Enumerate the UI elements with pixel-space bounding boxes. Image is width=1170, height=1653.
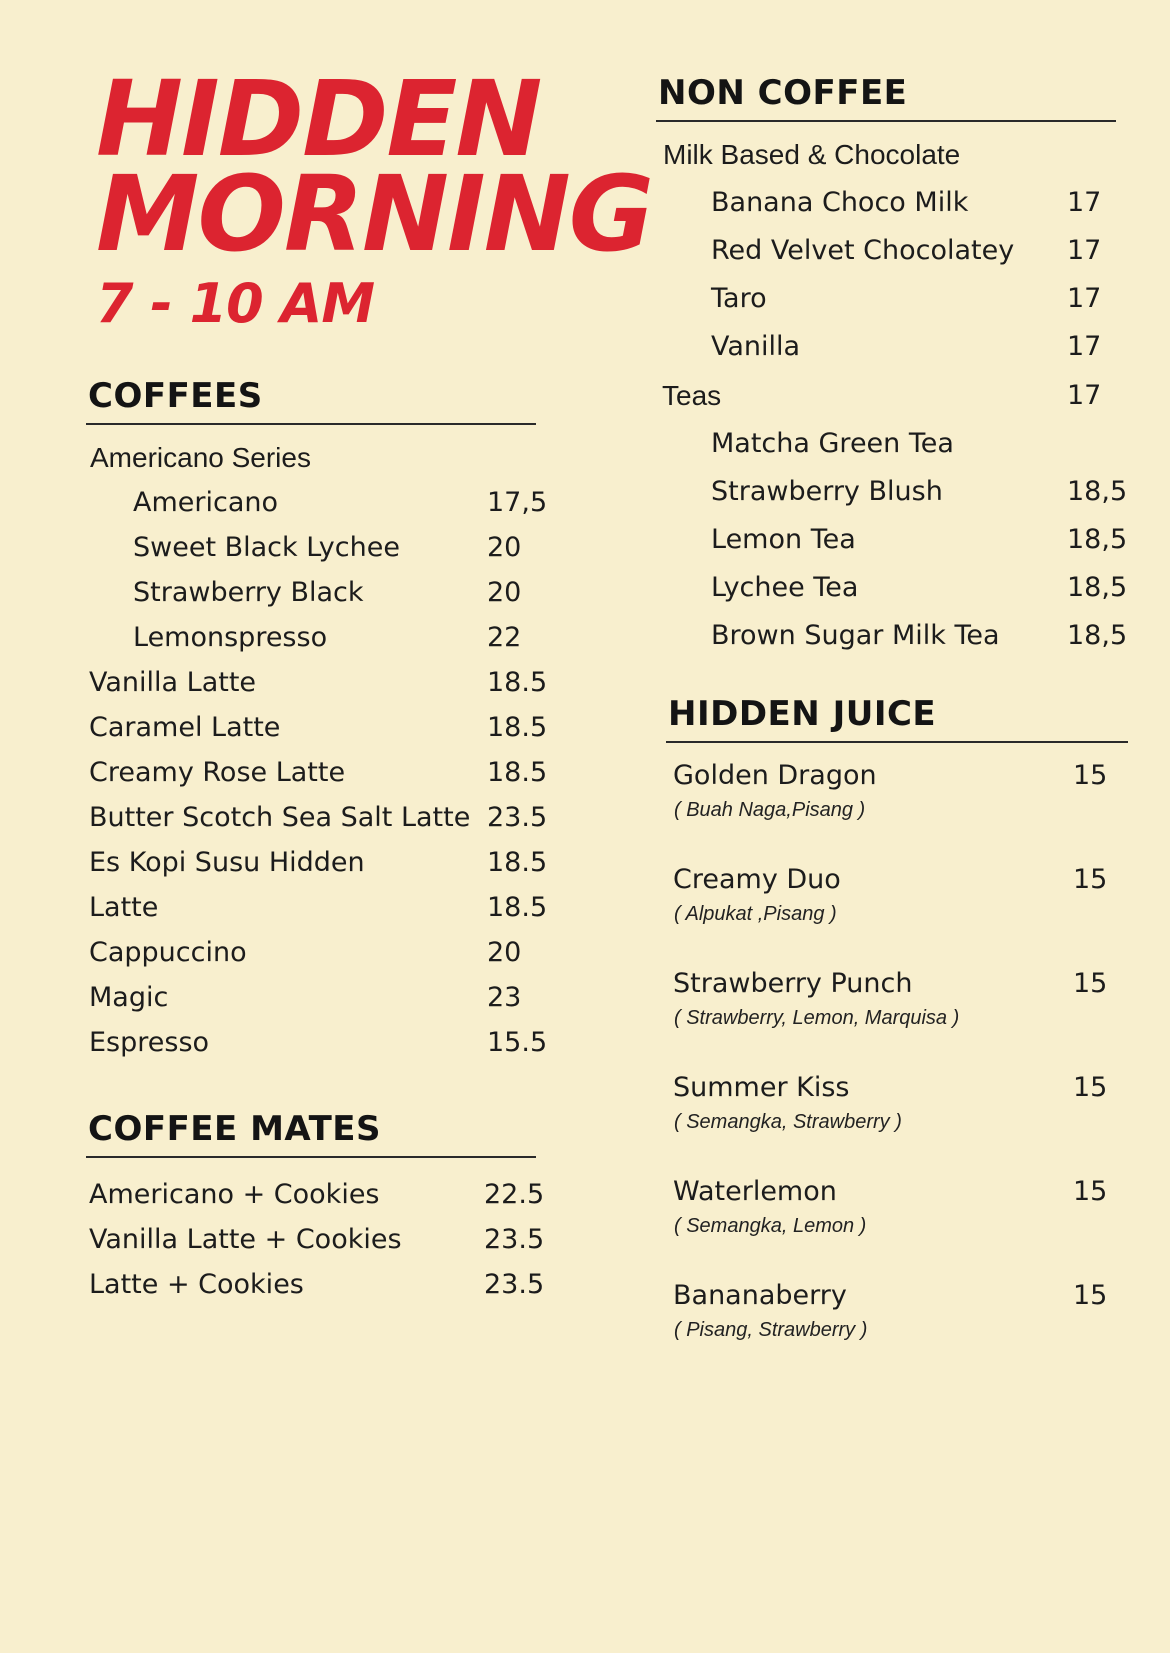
list-item: Vanilla [711,331,801,362]
list-item: Strawberry Blush [711,476,943,507]
americano-series-label: Americano Series [90,442,311,473]
item-price: 17 [1067,235,1102,266]
list-item: Caramel Latte [89,712,281,743]
item-ingredients: ( Buah Naga,Pisang ) [674,799,866,821]
milk-based-label: Milk Based & Chocolate [663,139,961,170]
item-price: 18.5 [487,892,548,923]
list-item: Brown Sugar Milk Tea [711,620,1000,651]
item-price: 15 [1073,1072,1108,1103]
item-price: 22 [487,622,522,653]
item-price: 15 [1073,1280,1108,1311]
hidden-juice-heading: HIDDEN JUICE [668,694,937,734]
menu-title [96,58,653,275]
item-price: 18,5 [1067,476,1128,507]
item-price: 20 [487,532,522,563]
title-line-2: MORNING [96,152,653,275]
non-coffee-divider [656,120,1116,122]
item-price: 23 [487,982,522,1013]
list-item: Creamy Duo [673,864,841,895]
title-line-1: HIDDEN [96,58,541,180]
list-item: Latte + Cookies [89,1269,304,1300]
item-ingredients: ( Pisang, Strawberry ) [674,1319,868,1341]
item-price: 18,5 [1067,524,1128,555]
item-price: 20 [487,937,522,968]
item-price: 15.5 [487,1027,548,1058]
item-price: 18.5 [487,667,548,698]
item-price: 20 [487,577,522,608]
list-item: Es Kopi Susu Hidden [89,847,365,878]
list-item: Americano + Cookies [89,1179,380,1210]
list-item: Strawberry Black [133,577,364,608]
item-price: 22.5 [484,1179,545,1210]
list-item: Espresso [89,1027,210,1058]
item-price: 17 [1067,187,1102,218]
item-price: 18,5 [1067,572,1128,603]
list-item: Summer Kiss [673,1072,850,1103]
list-item: Lemonspresso [133,622,328,653]
item-price: 17,5 [487,487,548,518]
coffee-mates-divider [86,1156,536,1158]
non-coffee-heading: NON COFFEE [658,73,908,113]
item-price: 15 [1073,864,1108,895]
item-ingredients: ( Semangka, Lemon ) [674,1215,867,1237]
hidden-juice-divider [666,741,1128,743]
list-item: Sweet Black Lychee [133,532,400,563]
item-ingredients: ( Alpukat ,Pisang ) [674,903,837,925]
list-item: Creamy Rose Latte [89,757,346,788]
item-price: 15 [1073,760,1108,791]
list-item: Waterlemon [673,1176,837,1207]
list-item: Lemon Tea [711,524,856,555]
item-ingredients: ( Semangka, Strawberry ) [674,1111,902,1133]
item-price: 17 [1067,283,1102,314]
list-item: Strawberry Punch [673,968,913,999]
coffees-divider [86,423,536,425]
item-price: 15 [1073,968,1108,999]
list-item: Red Velvet Chocolatey [711,235,1015,266]
item-price: 17 [1067,331,1102,362]
list-item: Bananaberry [673,1280,847,1311]
item-price: 18.5 [487,757,548,788]
coffee-mates-heading: COFFEE MATES [88,1109,382,1149]
list-item: Lychee Tea [711,572,859,603]
opening-hours: 7 - 10 AM [96,272,375,335]
list-item: Golden Dragon [673,760,877,791]
list-item: Banana Choco Milk [711,187,969,218]
item-price: 23.5 [487,802,548,833]
item-price: 23.5 [484,1224,545,1255]
list-item: Magic [89,982,169,1013]
teas-price: 17 [1067,380,1102,411]
item-price: 23.5 [484,1269,545,1300]
list-item: Butter Scotch Sea Salt Latte [89,802,471,833]
item-ingredients: ( Strawberry, Lemon, Marquisa ) [674,1007,960,1029]
list-item: Taro [711,283,767,314]
item-price: 18.5 [487,847,548,878]
list-item: Vanilla Latte + Cookies [89,1224,402,1255]
list-item: Cappuccino [89,937,247,968]
item-price: 18,5 [1067,620,1128,651]
teas-label: Teas [662,380,722,411]
list-item: Vanilla Latte [89,667,257,698]
coffees-heading: COFFEES [88,376,263,416]
item-price: 18.5 [487,712,548,743]
list-item: Americano [133,487,279,518]
item-price: 15 [1073,1176,1108,1207]
list-item: Latte [89,892,159,923]
list-item: Matcha Green Tea [711,428,954,459]
